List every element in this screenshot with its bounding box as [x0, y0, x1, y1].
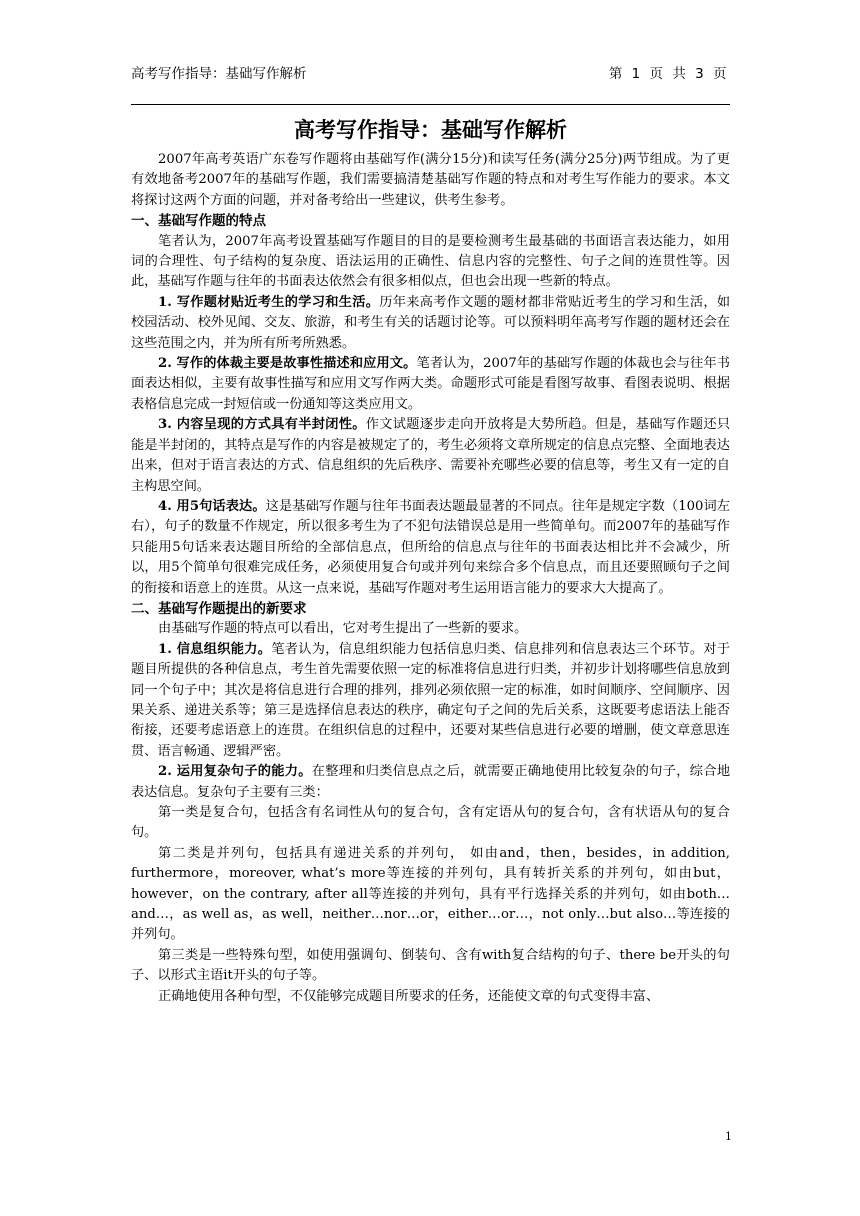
point-lead: 1. 信息组织能力。 [158, 641, 272, 657]
header-doc-title: 高考写作指导：基础写作解析 [131, 66, 307, 82]
header-divider [131, 104, 730, 105]
page-header [131, 62, 729, 82]
header-page-word: 第 [608, 66, 623, 82]
sentence-type-paragraph: 第三类是一些特殊句型，如使用强调句、倒装句、含有with复合结构的句子、there be开头的句子、以形式主语it开头的句子等。 [131, 947, 730, 984]
point-paragraph [131, 762, 730, 803]
point-text: 历年来高考作文题的题材都非常贴近考生的学习和生活，如校园活动、校外见闻、交友、旅游，和考生有关的话题讨论等。可以预料明年高考写作题的题材还会在这些范围之内，并为所有所考所熟悉。 [131, 294, 731, 351]
sentence-type-paragraph: 第二类是并列句，包括具有递进关系的并列句， 如由and，then，besides，in addition, furthermore，moreover, what’s more等连接的并列句，具有转折关系的并列句，如由but，however，on the contrary, after all等连接的并列句，具有平行选择关系的并列句，如由both…and…，as well as，as well，neither…nor…or，either…or…，not only…but also…等连接的并列句。 [131, 845, 730, 943]
point-lead: 4. 用5句话表达。 [158, 498, 266, 514]
point-paragraph [131, 293, 730, 354]
section-paragraph: 笔者认为，2007年高考设置基础写作题目的目的是要检测考生最基础的书面语言表达能力，如用词的合理性、句子结构的复杂度、语法运用的正确性、信息内容的完整性、句子之间的连贯性等。因此，基础写作题与往年的书面表达依然会有很多相似点，但也会出现一些新的特点。 [131, 233, 730, 290]
sentence-type-paragraph: 第一类是复合句，包括含有名词性从句的复合句，含有定语从句的复合句，含有状语从句的复合句。 [131, 805, 730, 841]
section-heading: 二、基础写作题提出的新要求 [131, 600, 307, 617]
point-text: 作文试题逐步走向开放将是大势所趋。但是，基础写作题还只能是半封闭的，其特点是写作的内容是被规定了的，考生必须将文章所规定的信息点完整、全面地表达出来，但对于语言表达的方式、信息组织的先后秩序、需要补充哪些必要的信息等，考生又有一定的自主构思空间。 [131, 417, 731, 494]
point-text: 笔者认为，2007年的基础写作题的体裁也会与往年书面表达相似，主要有故事性描写和应用文写作两大类。命题形式可能是看图写故事、看图表说明、根据表格信息完成一封短信或一份通知等这类应用文。 [131, 356, 730, 412]
point-paragraph [131, 640, 730, 762]
footer-page-number: 1 [725, 1130, 732, 1143]
header-page-total: 3 [695, 66, 705, 82]
point-lead: 1. 写作题材贴近考生的学习和生活。 [158, 294, 380, 310]
section-heading: 一、基础写作题的特点 [131, 213, 266, 230]
header-page-word: 页 [713, 66, 727, 82]
header-page-current: 1 [631, 66, 641, 82]
point-text: 在整理和归类信息点之后，就需要正确地使用比较复杂的句子，综合地表达信息。复杂句子主要有三类： [131, 764, 731, 800]
point-paragraph [131, 497, 730, 599]
point-paragraph [131, 415, 730, 497]
section-paragraph: 由基础写作题的特点可以看出，它对考生提出了一些新的要求。 [158, 621, 528, 637]
point-lead: 2. 写作的体裁主要是故事性描述和应用文。 [158, 356, 417, 372]
document-body [131, 112, 730, 1007]
point-lead: 2. 运用复杂句子的能力。 [158, 764, 312, 780]
point-text: 这是基础写作题与往年书面表达题最显著的不同点。往年是规定字数（100词左右），句子的数量不作规定，所以很多考生为了不犯句法错误总是用一些简单句。而2007年的基础写作只能用5句话来表达题目所给的全部信息点，但所给的信息点与往年的书面表达相比并不会减少，所以，用5个简单句很难完成任务，必须使用复合句或并列句来综合多个信息点，而且还要照顾句子之间的衔接和语意上的连贯。从这一点来说，基础写作题对考生运用语言能力的要求大大提高了。 [131, 498, 730, 596]
header-page-indicator [607, 62, 729, 82]
point-paragraph [131, 354, 730, 415]
header-page-word: 共 [672, 66, 687, 82]
header-page-word: 页 [649, 66, 664, 82]
point-lead: 3. 内容呈现的方式具有半封闭性。 [158, 417, 366, 433]
document-title: 高考写作指导：基础写作解析 [294, 118, 567, 142]
closing-paragraph: 正确地使用各种句型，不仅能够完成题目所要求的任务，还能使文章的句式变得丰富、 [158, 988, 660, 1004]
point-text: 笔者认为，信息组织能力包括信息归类、信息排列和信息表达三个环节。对于题目所提供的各种信息点，考生首先需要依照一定的标准将信息进行归类，并初步计划将哪些信息放到同一个句子中；其次是将信息进行合理的排列，排列必须依照一定的标准，如时间顺序、空间顺序、因果关系、递进关系等；第三是选择信息表达的秩序，确定句子之间的先后关系，这既要考虑语法上能否衔接，还要考虑语意上的连贯。在组织信息的过程中，还要对某些信息进行必要的增删，使文章意思连贯、语言畅通、逻辑严密。 [131, 641, 731, 759]
intro-paragraph: 2007年高考英语广东卷写作题将由基础写作(满分15分)和读写任务(满分25分)两节组成。为了更有效地备考2007年的基础写作题，我们需要搞清楚基础写作题的特点和对考生写作能力的要求。本文将探讨这两个方面的问题，并对备考给出一些建议，供考生参考。 [131, 152, 730, 208]
